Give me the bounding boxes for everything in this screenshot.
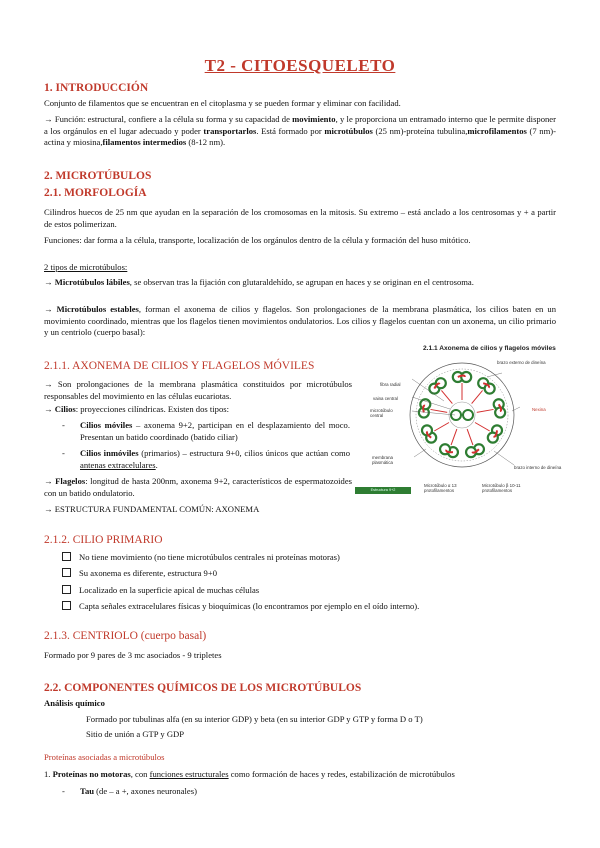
intro-paragraph-2: → Función: estructural, confiere a la célula su forma y su capacidad de movimiento, y le proporciona un entramado interno que le permite disponer a los orgánulos en el lugar adecuado y poder transportarlos. Está formado por microtúbulos (25 nm)-proteína tubulina,microfilamentos (7 nm)-actina y miosina,filamentos intermedios (8-12 nm). [44,114,556,148]
cilios-moviles-item: Cilios móviles – axonema 9+2, participan en el desplazamiento del moco. Presentan un batido coordinado (batido ciliar) [80,420,350,442]
radial-spoke [472,390,483,403]
tau-item: Tau (de – a +, axones neuronales) [80,786,197,796]
axonema-diagram [352,347,564,499]
heading-microtubulos: 2. MICROTÚBULOS [44,170,152,182]
heading-cilio-primario: 2.1.2. CILIO PRIMARIO [44,534,163,546]
heading-componentes: 2.2. COMPONENTES QUÍMICOS DE LOS MICROTÚBULOS [44,682,362,694]
dash-2: - [62,448,65,458]
dynein-arm [458,376,465,378]
checkbox-icon [62,585,71,594]
radial-spoke [430,409,447,412]
intro-paragraph-1: Conjunto de filamentos que se encuentran en el citoplasma y se pueden formar y eliminar con facilidad. [44,98,401,108]
radial-spoke [441,390,452,403]
checkbox-icon [62,552,71,561]
label-brazo-interno: brazo interno de dineína [514,465,562,470]
figure-green-label: Estructura 9+2 [355,487,411,494]
radial-spoke [475,423,490,432]
doublet-tubule-b [461,372,471,382]
leader-membrana [414,449,426,457]
cilio-item-2: Su axonema es diferente, estructura 9+0 [62,568,217,580]
morph-paragraph-1: Cilindros huecos de 25 nm que ayudan en la separación de los cromosomas en la mitosis. Su extremo – está anclado a los centrosomas y + a partir de estos polimerizan. [44,207,556,229]
centriolo-text: Formado por 9 pares de 3 mc asociados - 9 tripletes [44,650,222,660]
analisis-quimico: Análisis químico [44,698,105,708]
proteinas-no-motoras: 1. Proteínas no motoras, con funciones estructurales como formación de haces y redes, estabilización de microtúbulos [44,769,455,779]
label-microtubulo-central: microtúbulo central [370,408,393,418]
radial-spoke [434,423,449,432]
central-tubule-right [463,410,473,420]
leader-brazo-ext [487,373,502,377]
heading-morfologia: 2.1. MORFOLOGÍA [44,187,147,199]
document-title [0,56,600,76]
leader-brazo-int [494,451,514,465]
dash-tau: - [62,786,65,796]
morph-estables: → Microtúbulos estables, forman el axonema de cilios y flagelos. Son prolongaciones de la membrana plasmática, los cilios baten en un movimiento coordinado, mientras que los flagelos tienen movimientos ondulatorios. Los cilios y flagelos cuentan con un axonema, un cilio primario y un centriolo (cuerpo basal): [44,304,556,338]
label-vaina-central: vaina central [373,396,398,401]
dash-1: - [62,420,65,430]
componentes-line-1: Formado por tubulinas alfa (en su interior GDP) y beta (en su interior GDP y GTP y forma D o T) [86,714,423,724]
heading-axonema: 2.1.1. AXONEMA DE CILIOS Y FLAGELOS MÓVILES [44,360,315,372]
label-brazo-externo: brazo externo de dineína [497,360,546,365]
doublet-tubule-b [420,399,430,409]
radial-spoke [477,409,494,412]
cilios-inmoviles-item: Cilios inmóviles (primarios) – estructura 9+0, cilios únicos que actúan como antenas extracelulares. [80,448,350,470]
axonema-flagelos: → Flagelos: longitud de hasta 200nm, axonema 9+2, característicos de espermatozoides con un batido ondulatorio. [44,476,352,498]
figure-caption: 2.1.1 Axonema de cilios y flagelos móviles [423,345,556,352]
cilio-item-1: No tiene movimiento (no tiene microtúbulos centrales ni proteínas motoras) [62,552,340,564]
radial-spoke [451,429,457,445]
morph-paragraph-2: Funciones: dar forma a la célula, transporte, localización de los orgánulos dentro de la célula y formación del huso mitótico. [44,235,471,245]
axonema-paragraph-1: → Son prolongaciones de la membrana plasmática constituidos por microtúbulos responsables del movimiento en las células eucariotas. [44,379,352,401]
cilio-item-3: Localizado en la superficie apical de muchas células [62,585,259,597]
checkbox-icon [62,568,71,577]
central-tubule-left [451,410,461,420]
doublets-group [419,372,505,457]
morph-types-label: 2 tipos de microtúbulos: [44,262,128,272]
componentes-line-2: Sitio de unión a GTP y GDP [86,729,185,739]
title-text: T2 - CITOESQUELETO [204,56,396,75]
radial-spoke [467,429,473,445]
heading-centriolo: 2.1.3. CENTRIOLO (cuerpo basal) [44,630,207,642]
cilio-item-4: Capta señales extracelulares físicas y bioquímicas (lo encontramos por ejemplo en el oído interno). [62,601,419,613]
heading-introduccion: 1. INTRODUCCIÓN [44,82,149,94]
axonema-estructura: → ESTRUCTURA FUNDAMENTAL COMÚN: AXONEMA [44,504,260,514]
label-microtubulo-b: Microtúbulo β 10-11 protofilamentos [482,483,521,493]
label-microtubulo-a: Microtúbulo α 13 protofilamentos [424,483,457,493]
morph-labiles: → Microtúbulos lábiles, se observan tras la fijación con glutaraldehído, se agrupan en haces y se originan en el centrosoma. [44,277,474,287]
label-fibra-radial: fibra radial [380,382,401,387]
axonema-cilios: → Cilios: proyecciones cilíndricas. Existen dos tipos: [44,404,229,414]
label-membrana: membrana plasmática [372,455,393,465]
proteinas-asociadas: Proteínas asociadas a microtúbulos [44,752,165,762]
label-nexina: Nexina [532,407,546,412]
checkbox-icon [62,601,71,610]
